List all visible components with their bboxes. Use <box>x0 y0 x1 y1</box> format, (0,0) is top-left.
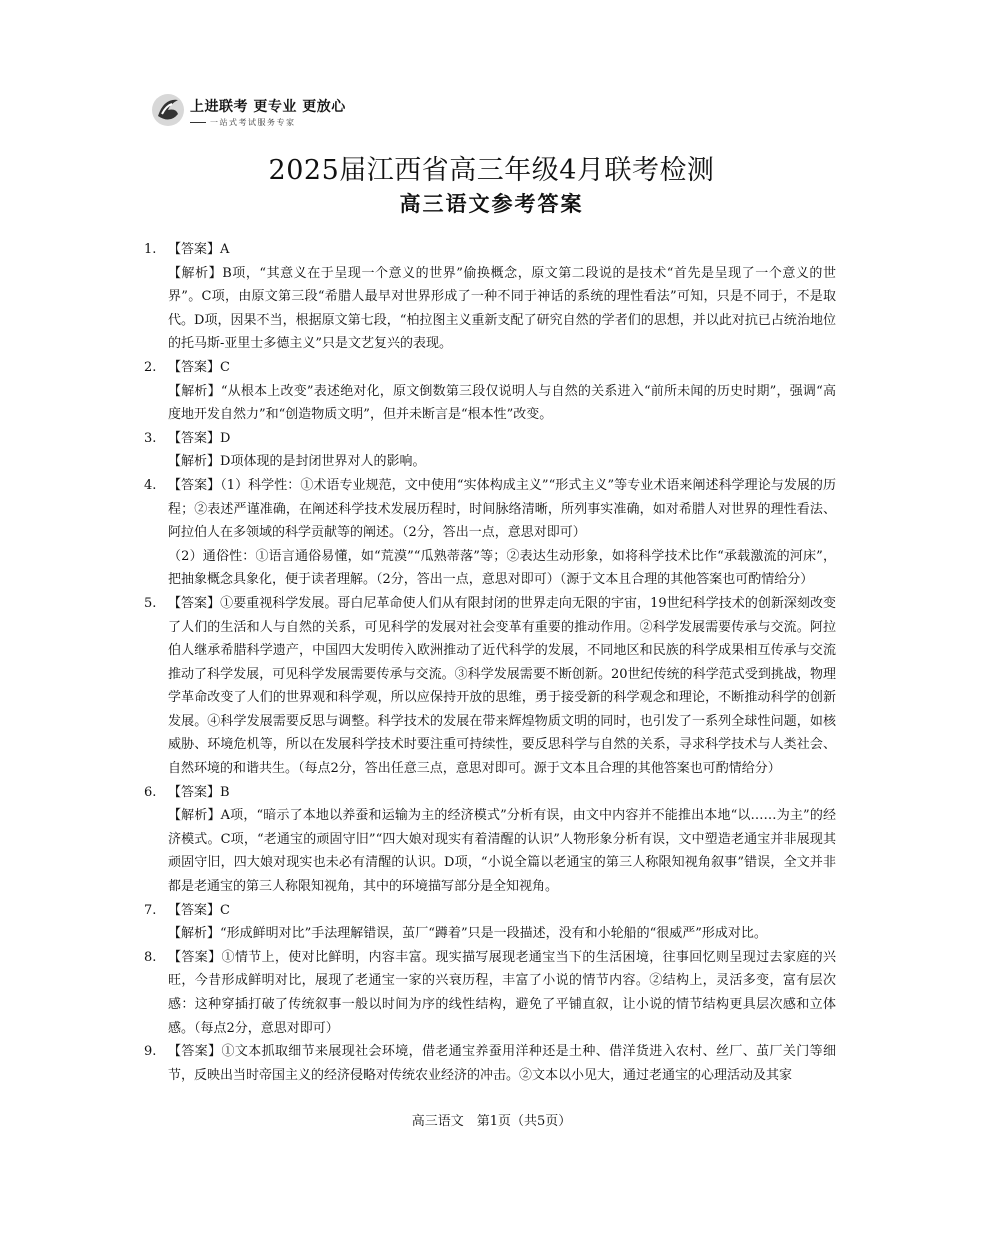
answer-item <box>144 899 836 946</box>
answer-entry <box>168 356 836 380</box>
entry-text: （1）科学性：①术语专业规范，文中使用“实体构成主义”“形式主义”等专业术语来阐述科学理论与发展的历程；②表述严谨准确，在阐述科学技术发展历程时，时间脉络清晰，所列事实准确，如对希腊人对世界的理性看法、阿拉伯人在多领域的科学贡献等的阐述。（2分，答出一点，意思对即可） <box>168 477 836 541</box>
entry-text: C <box>220 359 230 375</box>
answer-item <box>144 946 836 1040</box>
answer-entry <box>168 474 836 545</box>
answer-entry <box>168 380 836 427</box>
answer-entry <box>168 427 836 451</box>
entry-tag: 【答案】 <box>168 784 221 800</box>
entry-tag: 【答案】 <box>168 477 221 493</box>
logo-slogan: 上进联考 更专业 更放心 <box>190 99 346 115</box>
entry-text: D <box>220 430 231 446</box>
entry-tag: 【答案】 <box>168 242 221 257</box>
item-number: 5. <box>144 595 157 611</box>
answer-item <box>144 1040 836 1087</box>
answer-item <box>144 427 836 474</box>
entry-tag: 【答案】 <box>168 902 221 918</box>
item-number: 7. <box>144 902 157 918</box>
item-number: 4. <box>144 477 157 493</box>
answer-entry <box>168 922 836 946</box>
entry-tag: 【答案】 <box>168 359 221 375</box>
answer-item <box>144 592 836 781</box>
answer-entry <box>168 545 836 592</box>
item-number: 3. <box>144 430 157 446</box>
entry-tag: 【解析】 <box>168 926 221 942</box>
entry-text: C <box>220 902 230 918</box>
item-number: 8. <box>144 949 157 965</box>
answer-item <box>144 474 836 592</box>
answer-entry <box>168 781 836 805</box>
answer-item <box>144 781 836 899</box>
document-title: 2025届江西省高三年级4月联考检测 <box>268 155 715 186</box>
entry-text: “形成鲜明对比”手法理解错误，茧厂“蹲着”只是一段描述，没有和小轮船的“很威严”形成对比。 <box>220 926 767 942</box>
answer-entry <box>168 238 836 262</box>
answer-entry <box>168 899 836 923</box>
answer-entry <box>168 804 836 898</box>
answer-entry <box>168 450 836 474</box>
entry-text: “从根本上改变”表述绝对化，原文倒数第三段仅说明人与自然的关系进入“前所未闻的历史时期”，强调“高度地开发自然力”和“创造物质文明”，但并未断言是“根本性”改变。 <box>168 383 836 423</box>
entry-text: B项，“其意义在于呈现一个意义的世界”偷换概念，原文第二段说的是技术“首先是呈现了一个意义的世界”。C项，由原文第三段“希腊人最早对世界形成了一种不同于神话的系统的理性看法”可知，只是不同于，不是取代。D项，因果不当，根据原文第七段，“柏拉图主义重新支配了研究自然的学者们的思想，并以此对抗已占统治地位的托马斯-亚里士多德主义”只是文艺复兴的表现。 <box>168 265 836 352</box>
answer-entry <box>168 946 836 1040</box>
entry-text: ①要重视科学发展。哥白尼革命使人们从有限封闭的世界走向无限的宇宙，19世纪科学技术的创新深刻改变了人们的生活和人与自然的关系，可见科学的发展对社会变革有重要的推动作用。②科学发展需要传承与交流。阿拉伯人继承希腊科学遗产，中国四大发明传入欧洲推动了近代科学的发展，不同地区和民族的科学成果相互传承与交流推动了科学发展，可见科学发展需要传承与交流。③科学发展需要不断创新。20世纪传统的科学范式受到挑战，物理学革命改变了人们的世界观和科学观，所以应保持开放的思维，勇于接受新的科学观念和理论，不断推动科学的创新发展。④科学发展需要反思与调整。科学技术的发展在带来辉煌物质文明的同时，也引发了一系列全球性问题，如核威胁、环境危机等，所以在发展科学技术时要注重可持续性，要反思科学与自然的关系，寻求科学技术与人类社会、自然环境的和谐共生。（每点2分，答出任意三点，意思对即可。源于文本且合理的其他答案也可酌情给分） <box>168 595 836 777</box>
answer-entry <box>168 592 836 781</box>
document-subtitle: 高三语文参考答案 <box>399 192 584 216</box>
item-number: 6. <box>144 784 157 800</box>
entry-text: A项，“暗示了本地以养蚕和运输为主的经济模式”分析有误，由文中内容并不能推出本地“以……为主”的经济模式。C项，“老通宝的顽固守旧”“四大娘对现实有着清醒的认识”人物形象分析有误，文中塑造老通宝并非展现其顽固守旧，四大娘对现实也未必有清醒的认识。D项，“小说全篇以老通宝的第三人称限知视角叙事”错误，全文并非都是老通宝的第三人称限知视角，其中的环境描写部分是全知视角。 <box>168 808 836 895</box>
entry-tag: 【解析】 <box>168 265 223 281</box>
answer-entry <box>168 262 836 356</box>
answer-item <box>144 238 836 356</box>
entry-text: （2）通俗性：①语言通俗易懂，如“荒漠”“瓜熟蒂落”等；②表达生动形象，如将科学技术比作“承载激流的河床”，把抽象概念具象化，便于读者理解。（2分，答出一点，意思对即可）（源于文本且合理的其他答案也可酌情给分） <box>168 548 836 588</box>
answer-item <box>144 356 836 427</box>
entry-tag: 【解析】 <box>168 808 221 824</box>
logo-divider <box>190 122 206 123</box>
header-logo <box>150 92 350 136</box>
entry-tag: 【答案】 <box>168 1044 222 1060</box>
entry-tag: 【解析】 <box>168 383 221 399</box>
entry-text: B <box>220 784 230 800</box>
entry-tag: 【答案】 <box>168 430 221 446</box>
item-number: 2. <box>144 359 157 375</box>
entry-text: ①文本抓取细节来展现社会环境，借老通宝养蚕用洋种还是土种、借洋货进入农村、丝厂、茧厂关门等细节，反映出当时帝国主义的经济侵略对传统农业经济的冲击。②文本以小见大，通过老通宝的心理活动及其家 <box>168 1044 836 1083</box>
answer-list <box>144 238 836 1087</box>
entry-text: A <box>220 242 230 257</box>
item-number: 9. <box>144 1044 157 1060</box>
entry-text: ①情节上，使对比鲜明，内容丰富。现实描写展现老通宝当下的生活困境，往事回忆则呈现过去家庭的兴旺，今昔形成鲜明对比，展现了老通宝一家的兴衰历程，丰富了小说的情节内容。②结构上，灵活多变，富有层次感：这种穿插打破了传统叙事一般以时间为序的线性结构，避免了平铺直叙，让小说的情节结构更具层次感和立体感。（每点2分，意思对即可） <box>168 949 836 1036</box>
answer-entry <box>168 1040 836 1087</box>
page-footer: 高三语文 第1页（共5页） <box>411 1114 572 1129</box>
entry-tag: 【解析】 <box>168 454 221 470</box>
entry-tag: 【答案】 <box>168 595 221 611</box>
item-number: 1. <box>144 242 157 257</box>
logo-emblem-icon <box>150 92 186 128</box>
entry-text: D项体现的是封闭世界对人的影响。 <box>220 454 426 470</box>
logo-tagline: 一站式考试服务专家 <box>210 118 296 127</box>
entry-tag: 【答案】 <box>168 949 222 965</box>
